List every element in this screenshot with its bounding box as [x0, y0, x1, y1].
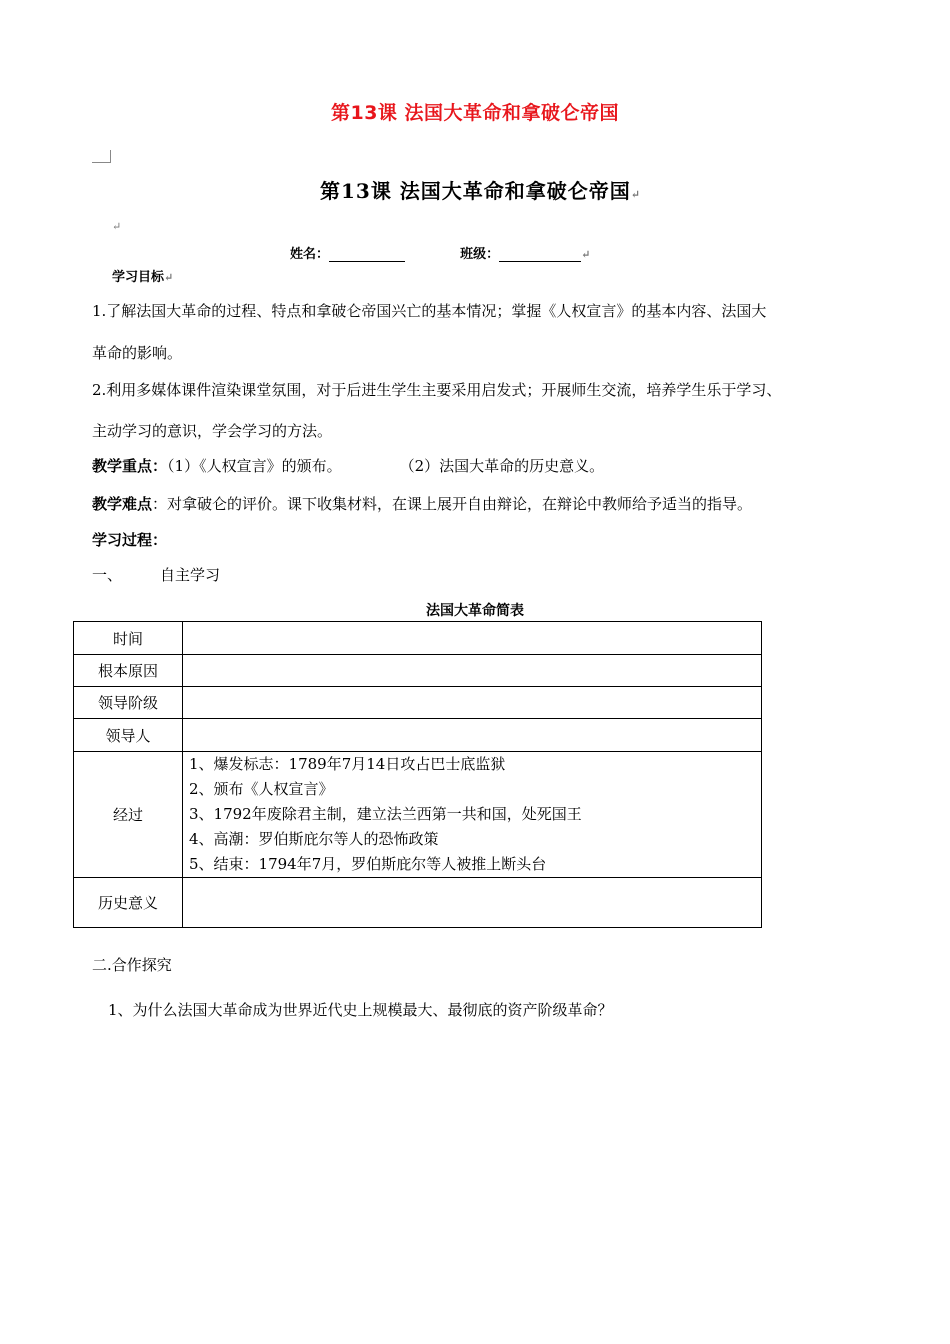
- row-label-significance: 历史意义: [74, 878, 183, 928]
- key-point-2: （2）法国大革命的历史意义。: [399, 457, 605, 475]
- row-label-cause: 根本原因: [74, 655, 183, 687]
- question-1: 1、为什么法国大革命成为世界近代史上规模最大、最彻底的资产阶级革命？: [108, 1001, 613, 1019]
- key-points: [92, 456, 604, 476]
- row-label-process: 经过: [74, 752, 183, 878]
- key-point-1: （1）《人权宣言》的颁布。: [167, 457, 342, 475]
- table-row: [74, 622, 762, 655]
- table-row: [74, 687, 762, 719]
- section-1-number: 一、: [92, 566, 123, 584]
- row-content-leading-class[interactable]: [183, 687, 762, 719]
- key-points-colon: ：: [152, 457, 168, 475]
- return-mark: ↵: [164, 271, 174, 284]
- goals-heading: [112, 266, 173, 285]
- process-item-4: 4、高潮：罗伯斯庇尔等人的恐怖政策: [189, 830, 439, 848]
- process-item-3: 3、1792年废除君主制，建立法兰西第一共和国，处死国王: [189, 805, 582, 823]
- difficulties-label: 教学难点: [92, 495, 153, 513]
- process-item-1: 1、爆发标志：1789年7月14日攻占巴士底监狱: [189, 755, 506, 773]
- name-class-row: [290, 243, 590, 262]
- row-content-cause[interactable]: [183, 655, 762, 687]
- name-label: 姓名：: [290, 247, 330, 262]
- goals-heading-text: 学习目标: [112, 270, 165, 285]
- row-label-leaders: 领导人: [74, 719, 183, 752]
- return-mark: ↵: [581, 248, 591, 261]
- row-content-time[interactable]: [183, 622, 762, 655]
- row-label-time: 时间: [74, 622, 183, 655]
- name-blank[interactable]: [329, 249, 405, 262]
- table-row: [74, 655, 762, 687]
- revolution-summary-table: [73, 621, 762, 928]
- process-item-5: 5、结束：1794年7月，罗伯斯庇尔等人被推上断头台: [189, 855, 547, 873]
- scanned-lesson-title: [320, 175, 641, 204]
- process-item-2: 2、颁布《人权宣言》: [189, 780, 334, 798]
- table-row: [74, 752, 762, 878]
- process-heading: 学习过程：: [92, 531, 168, 549]
- row-content-leaders[interactable]: [183, 719, 762, 752]
- difficulties: [92, 494, 752, 514]
- goal-2-line-2: 主动学习的意识，学会学习的方法。: [92, 422, 333, 440]
- goal-1-line-2: 革命的影响。: [92, 344, 183, 362]
- section-1-heading: [92, 565, 220, 585]
- section-2-heading: 二.合作探究: [92, 956, 172, 974]
- return-mark: ↵: [630, 188, 642, 201]
- key-points-label: 教学重点: [92, 457, 153, 475]
- goal-1-line-1: 1.了解法国大革命的过程、特点和拿破仑帝国兴亡的基本情况；掌握《人权宣言》的基本内容、法国大: [92, 302, 767, 320]
- section-1-title: 自主学习: [160, 566, 221, 584]
- class-blank[interactable]: [499, 249, 581, 262]
- return-mark: ↵: [112, 220, 122, 233]
- row-content-process: [183, 752, 762, 878]
- row-label-leading-class: 领导阶级: [74, 687, 183, 719]
- class-label: 班级：: [460, 247, 500, 262]
- difficulties-text: ：对拿破仑的评价。课下收集材料，在课上展开自由辩论，在辩论中教师给予适当的指导。: [152, 495, 753, 513]
- table-title: 法国大革命简表: [426, 603, 524, 619]
- page-title: 第13课 法国大革命和拿破仑帝国: [330, 102, 620, 124]
- table-row: [74, 719, 762, 752]
- scanned-title-text: 第13课 法国大革命和拿破仑帝国: [320, 179, 631, 203]
- row-content-significance[interactable]: [183, 878, 762, 928]
- corner-crop-mark: [92, 150, 111, 163]
- goal-2-line-1: 2.利用多媒体课件渲染课堂氛围，对于后进生学生主要采用启发式；开展师生交流，培养学生乐于学习、: [92, 381, 782, 399]
- table-row: [74, 878, 762, 928]
